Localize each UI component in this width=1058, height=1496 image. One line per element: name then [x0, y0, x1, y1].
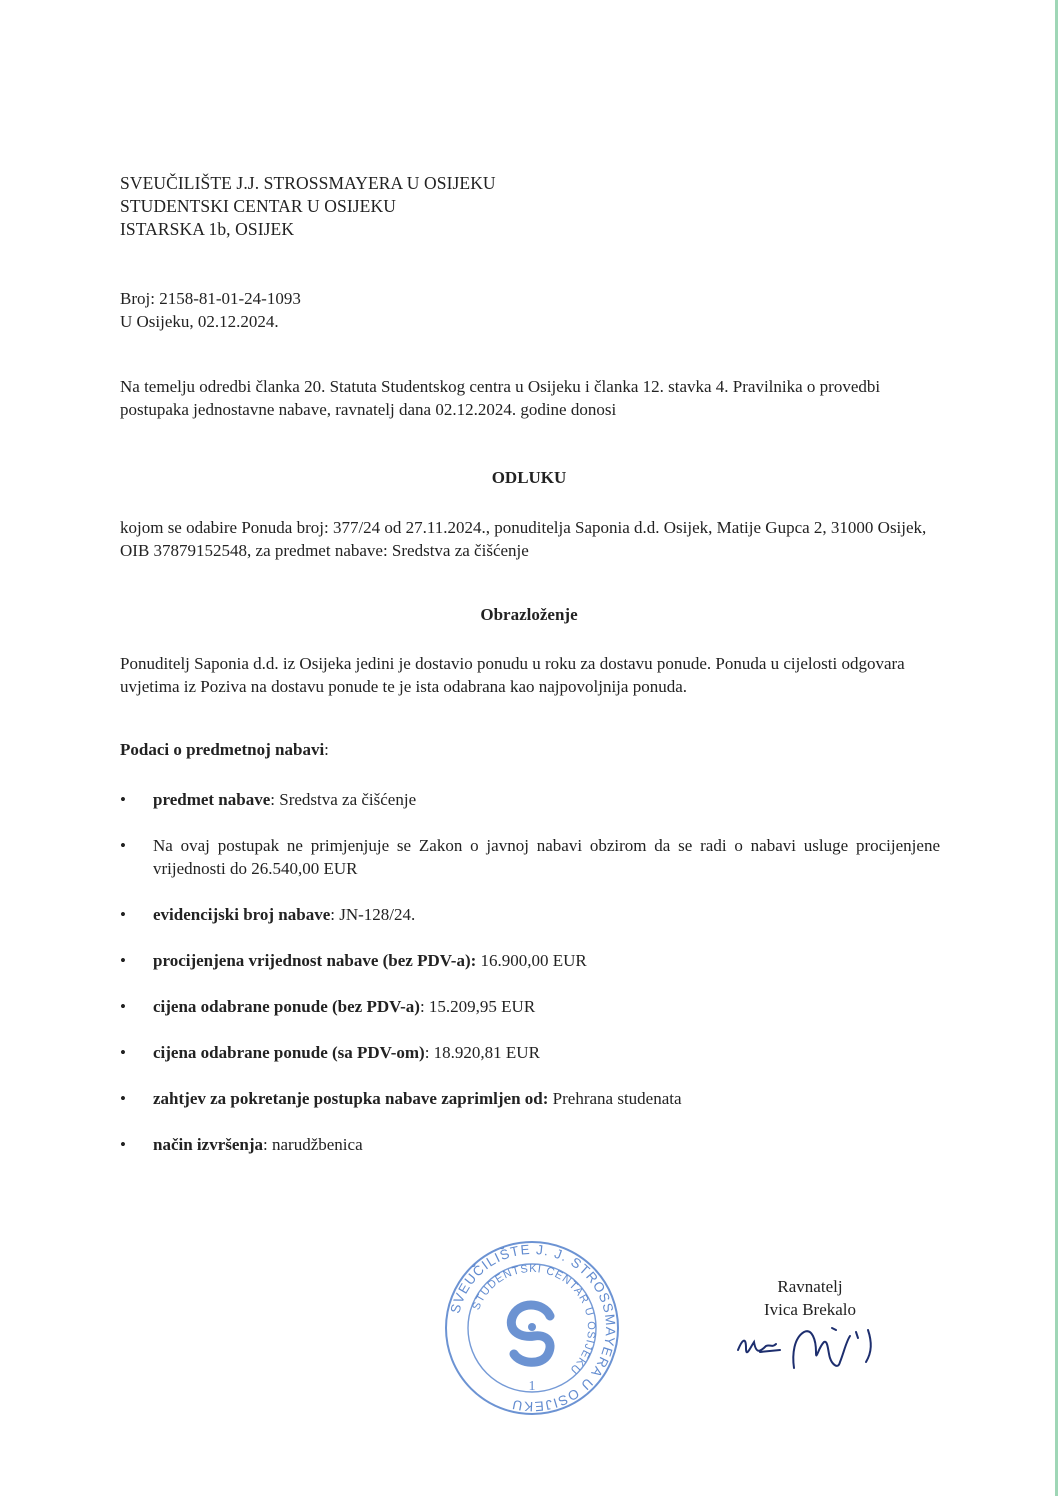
list-item	[120, 995, 940, 1018]
bullet: •	[120, 790, 126, 809]
procurement-data-list	[120, 788, 940, 1179]
item-label: procijenjena vrijednost nabave (bez PDV-a):	[153, 951, 477, 970]
item-label: cijena odabrane ponude (sa PDV-om)	[153, 1043, 425, 1062]
decision-paragraph: kojom se odabire Ponuda broj: 377/24 od 27.11.2024., ponuditelja Saponia d.d. Osijek, Matije Gupca 2, 31000 Osijek, OIB 37879152548, za predmet nabave: Sredstva za čišćenje	[120, 518, 927, 560]
procurement-data-heading	[120, 740, 329, 760]
list-item	[120, 834, 940, 880]
bullet: •	[120, 951, 126, 970]
document-place-date: U Osijeku, 02.12.2024.	[120, 312, 279, 331]
header-line-center: STUDENTSKI CENTAR U OSIJEKU	[120, 196, 396, 216]
list-item	[120, 788, 940, 811]
official-stamp	[442, 1238, 622, 1418]
signature-block	[740, 1275, 880, 1321]
item-value: Na ovaj postupak ne primjenjuje se Zakon o javnoj nabavi obzirom da se radi o nabavi usluge procijenjene vrijednosti do 26.540,00 EUR	[153, 836, 940, 878]
item-label: način izvršenja	[153, 1135, 264, 1154]
bullet: •	[120, 1135, 126, 1154]
item-value: Prehrana studenata	[548, 1089, 682, 1108]
bullet: •	[120, 1089, 126, 1108]
item-value: : 15.209,95 EUR	[419, 997, 536, 1016]
stamp-outer-text: SVEUČILIŠTE J. J. STROSSMAYERA U OSIJEKU	[447, 1241, 619, 1415]
list-item	[120, 903, 940, 926]
stamp-number: 1	[528, 1379, 536, 1394]
signatory-role: Ravnatelj	[777, 1277, 843, 1296]
header-line-university: SVEUČILIŠTE J.J. STROSSMAYERA U OSIJEKU	[120, 173, 496, 193]
document-meta	[120, 287, 301, 333]
reasoning-paragraph: Ponuditelj Saponia d.d. iz Osijeka jedini je dostavio ponudu u roku za dostavu ponude. Ponuda u cijelosti odgovara uvjetima iz Poziva na dostavu ponude te je ista odabrana kao najpovoljnija ponuda.	[120, 654, 905, 696]
procurement-data-heading-text: Podaci o predmetnoj nabavi	[120, 740, 325, 759]
header-line-address: ISTARSKA 1b, OSIJEK	[120, 219, 295, 239]
item-label: evidencijski broj nabave	[153, 905, 331, 924]
bullet: •	[120, 1043, 126, 1062]
procurement-data-heading-colon: :	[324, 740, 329, 759]
list-item	[120, 1133, 940, 1156]
item-label: zahtjev za pokretanje postupka nabave zaprimljen od:	[153, 1089, 549, 1108]
signatory-name: Ivica Brekalo	[763, 1300, 857, 1319]
decision-title: ODLUKU	[491, 468, 567, 487]
item-value: : Sredstva za čišćenje	[270, 790, 417, 809]
handwritten-signature	[732, 1318, 882, 1378]
document-number: Broj: 2158-81-01-24-1093	[120, 289, 301, 308]
list-item	[120, 1087, 940, 1110]
bullet: •	[120, 836, 126, 855]
list-item	[120, 1041, 940, 1064]
intro-paragraph: Na temelju odredbi članka 20. Statuta Studentskog centra u Osijeku i članka 12. stavka 4. Pravilnika o provedbi postupaka jednostavne nabave, ravnatelj dana 02.12.2024. godine donosi	[120, 377, 881, 419]
item-value: : JN-128/24.	[330, 905, 416, 924]
stamp-logo	[511, 1305, 550, 1362]
bullet: •	[120, 905, 126, 924]
item-value: : narudžbenica	[263, 1135, 363, 1154]
stamp-inner-text: STUDENTSKI CENTAR U OSIJEKU	[470, 1262, 598, 1377]
bullet: •	[120, 997, 126, 1016]
item-label: predmet nabave	[153, 790, 271, 809]
list-item	[120, 949, 940, 972]
item-label: cijena odabrane ponude (bez PDV-a)	[153, 997, 420, 1016]
item-value: 16.900,00 EUR	[476, 951, 587, 970]
reasoning-title: Obrazloženje	[480, 605, 578, 624]
item-value: : 18.920,81 EUR	[424, 1043, 540, 1062]
institution-header	[120, 172, 496, 241]
